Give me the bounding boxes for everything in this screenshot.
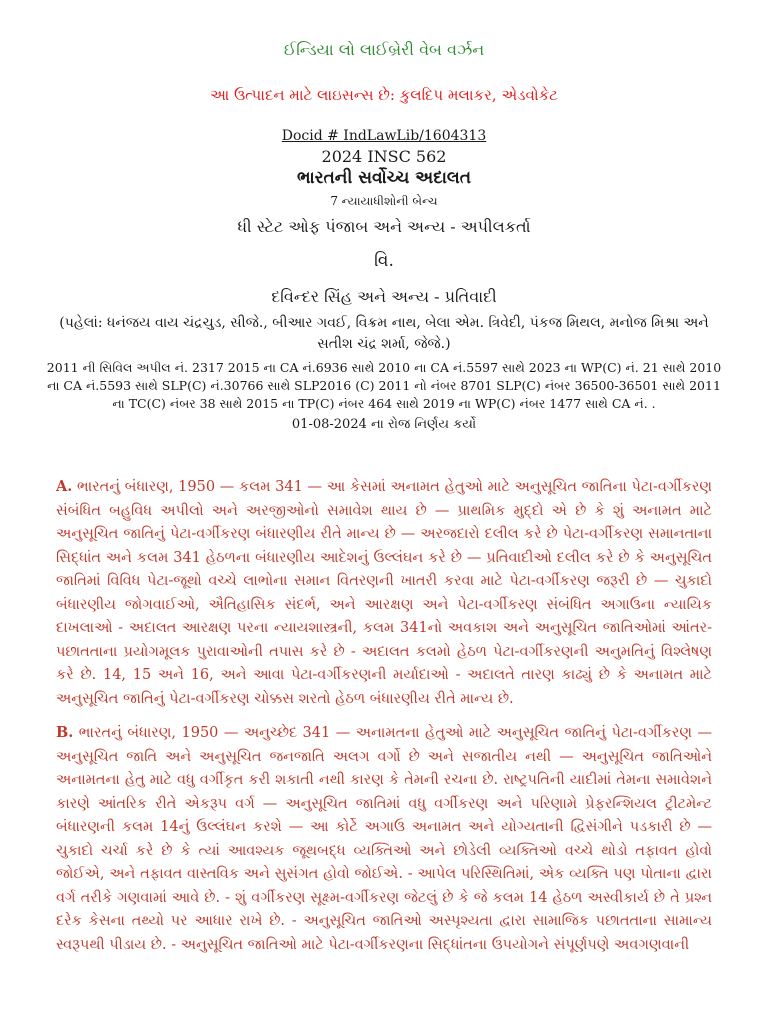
headnote-b — [56, 721, 712, 957]
citation: 2024 INSC 562 — [321, 147, 447, 166]
bench-size: 7 ન્યાયાધીશોની બેન્ચ — [330, 194, 438, 208]
respondent: દવિન્દર સિંહ અને અન્ય - પ્રતિવાદી — [271, 287, 497, 306]
headnote-text: ભારતનું બંધારણ, 1950 — અનુચ્છેદ 341 — અનામતના હેતુઓ માટે અનુસૂચિત જાતિનું પેટા-વર્ગીકરણ — અનુસૂચિત જાતિ અને અનુસૂચિત જનજાતિ અલગ વર્ગો છે અને સજાતીય નથી — અનુસૂચિત જાતિઓને અનામતના હેતુ માટે વધુ વર્ગીકૃત કરી શકાતી નથી કારણ કે તેમની રચના છે. રાષ્ટ્રપતિની યાદીમાં તેમના સમાવેશને કારણે આંતરિક રીતે એકરૂપ વર્ગ — અનુસૂચિત જાતિમાં વધુ વર્ગીકરણ અને પરિણામે પ્રેફરન્શિયલ ટ્રીટમેન્ટ બંધારણની કલમ 14નું ઉલ્લંઘન કરશે — આ કોર્ટે અગાઉ અનામત અને યોગ્યતાની દ્વિસંગીને પડકારી છે — ચુકાદો ચર્ચા કરે છે કે ત્યાં આવશ્યક જૂથબદ્ધ વ્યક્તિઓ અને છોડેલી વ્યક્તિઓ વચ્ચે થોડો તફાવત હોવો જોઈએ, અને તફાવત વાસ્તવિક અને સુસંગત હોવો જોઈએ. - આપેલ પરિસ્થિતિમાં, એક વ્યક્તિ પણ પોતાના દ્વારા વર્ગ તરીકે ગણવામાં આવે છે. - શું વર્ગીકરણ સૂક્ષ્મ-વર્ગીકરણ જેટલું છે કે જે કલમ 14 હેઠળ અસ્વીકાર્ય છે તે પ્રશ્ન દરેક કેસના તથ્યો પર આધાર રાખે છે. - અનુસૂચિત જાતિઓ અસ્પૃશ્યતા દ્વારા સામાજિક પછાતતાના સામાન્ય સ્વરૂપથી પીડાય છે. - અનુસૂચિત જાતિઓ માટે પેટા-વર્ગીકરણના સિદ્ધાંતના ઉપયોગને સંપૂર્ણપણે અવગણવાની — [56, 725, 712, 953]
court-name: ભારતની સર્વોચ્ચ અદાલત — [296, 168, 472, 188]
versus: વિ. — [374, 251, 394, 271]
judgment-header — [40, 128, 728, 432]
headnote-letter: A. — [56, 478, 73, 495]
headnote-letter: B. — [56, 724, 74, 741]
headnote-text: ભારતનું બંધારણ, 1950 — કલમ 341 — આ કેસમાં અનામત હેતુઓ માટે અનુસૂચિત જાતિના પેટા-વર્ગીકરણ સંબંધિત બહુવિધ અપીલો અને અરજીઓનો સમાવેશ થાય છે — પ્રાથમિક મુદ્દો એ છે કે શું અનામત માટે અનુસૂચિત જાતિનું પેટા-વર્ગીકરણ બંધારણીય રીતે માન્ય છે — અરજદારો દલીલ કરે છે પેટા-વર્ગીકરણ સમાનતાના સિદ્ધાંત અને કલમ 341 હેઠળના બંધારણીય આદેશનું ઉલ્લંઘન કરે છે — પ્રતિવાદીઓ દલીલ કરે છે કે અનુસૂચિત જાતિમાં વિવિધ પેટા-જૂથો વચ્ચે લાભોના સમાન વિતરણની ખાતરી કરવા માટે પેટા-વર્ગીકરણ જરૂરી છે — ચુકાદો બંધારણીય જોગવાઈઓ, ઐતિહાસિક સંદર્ભ, અને આરક્ષણ અને પેટા-વર્ગીકરણ સંબંધિત અગાઉના ન્યાયિક દાખલાઓ - અદાલત આરક્ષણ પરના ન્યાયશાસ્ત્રની, કલમ 341નો અવકાશ અને અનુસૂચિત જાતિઓમાં આંતર-પછાતતાના પ્રયોગમૂલક પુરાવાઓની તપાસ કરે છે - અદાલત કલમો હેઠળ પેટા-વર્ગીકરણની અનુમતિનું વિશ્લેષણ કરે છે. 14, 15 અને 16, અને આવા પેટા-વર્ગીકરણની મર્યાદાઓ - અદાલતે તારણ કાઢ્યું છે કે અનામત માટે અનુસૂચિત જાતિનું પેટા-વર્ગીકરણ ચોક્કસ શરતો હેઠળ બંધારણીય રીતે માન્ય છે. — [56, 479, 712, 707]
headnotes — [56, 475, 712, 967]
headnote-a — [56, 475, 712, 711]
doc-id: Docid # IndLawLib/1604313 — [281, 128, 487, 144]
appellant: ધી સ્ટેટ ઓફ પંજાબ અને અન્ય - અપીલકર્તા — [237, 217, 531, 236]
edition-banner: ઈન્ડિયા લો લાઈબ્રેરી વેબ વર્ઝન — [283, 40, 485, 59]
decision-date: 01-08-2024 ના રોજ નિર્ણય કર્યો — [291, 417, 477, 432]
coram: (પહેલાં: ધનંજય વાય ચંદ્રચુડ, સીજે., બીઆર ગવઈ, વિક્રમ નાથ, બેલા એમ. ત્રિવેદી, પંકજ મિથલ, મનોજ મિશ્રા અને સતીશ ચંદ્ર શર્મા, જેજે.) — [59, 315, 709, 352]
case-numbers: 2011 ની સિવિલ અપીલ નં. 2317 2015 ના CA નં.6936 સાથે 2010 ના CA નં.5597 સાથે 2023 ના WP(C) નં. 21 સાથે 2010 ના CA નં.5593 સાથે SLP(C) નં.30766 સાથે SLP2016 (C) 2011 નો નંબર 8701 SLP(C) નંબર 36500-36501 સાથે 2011 ના TC(C) નંબર 38 સાથે 2015 ના TP(C) નંબર 464 સાથે 2019 ના WP(C) નંબર 1477 સાથે CA નં. . — [46, 360, 722, 411]
license-banner: આ ઉત્પાદન માટે લાઇસન્સ છે: કુલદિપ મલાકર, એડવોકેટ — [210, 86, 558, 104]
